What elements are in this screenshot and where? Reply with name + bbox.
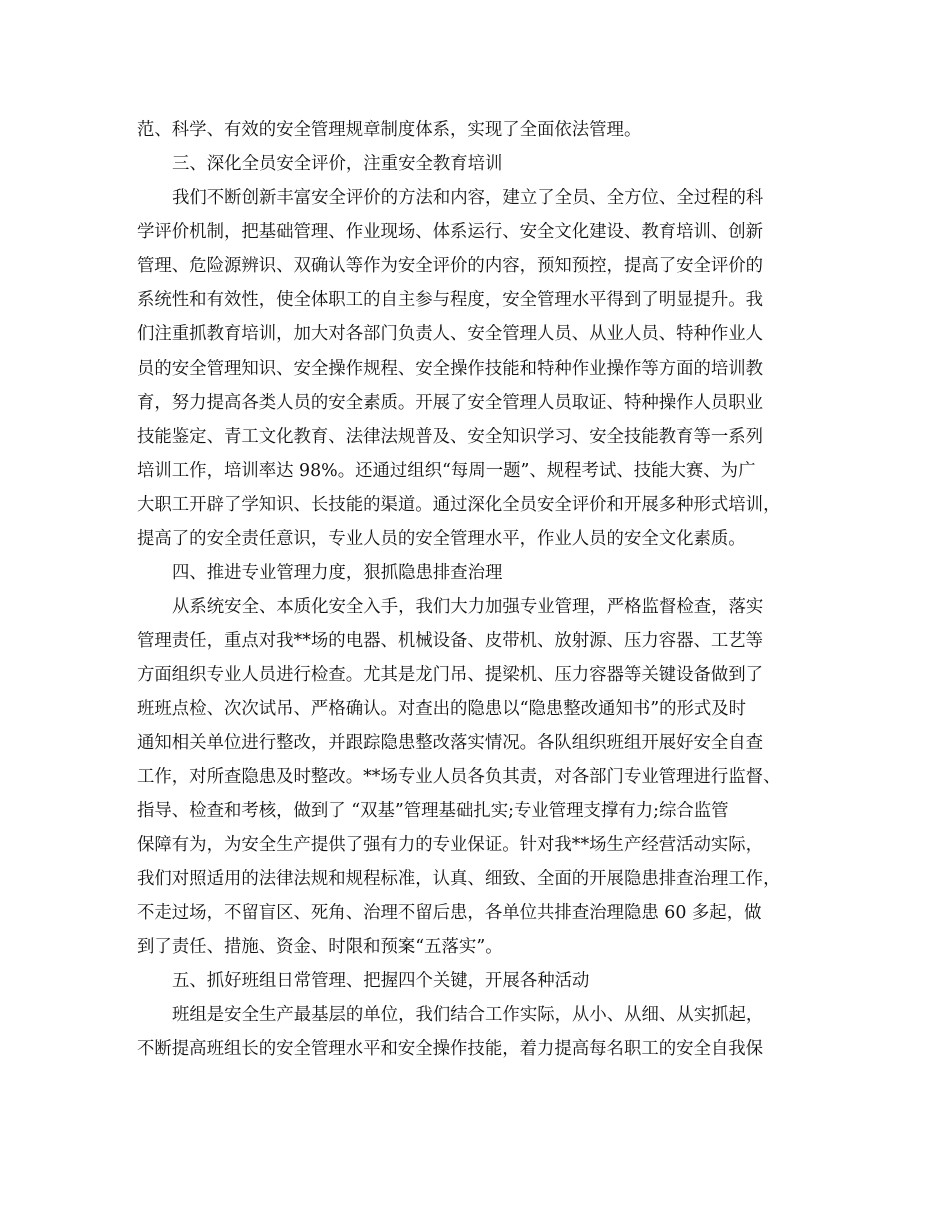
paragraph-line: 提高了的安全责任意识，专业人员的安全管理水平，作业人员的安全文化素质。 bbox=[137, 529, 746, 549]
paragraph-line: 大职工开辟了学知识、长技能的渠道。通过深化全员安全评价和开展多种形式培训， bbox=[137, 495, 781, 515]
paragraph-line: 我们不断创新丰富安全评价的方法和内容，建立了全员、全方位、全过程的科 bbox=[172, 188, 764, 208]
paragraph-line: 班班点检、次次试吊、严格确认。对查出的隐患以“隐患整改通知书”的形式及时 bbox=[137, 699, 747, 719]
paragraph-line: 保障有为，为安全生产提供了强有力的专业保证。针对我**场生产经营活动实际， bbox=[137, 835, 764, 855]
paragraph-line: 管理、危险源辨识、双确认等作为安全评价的内容，预知预控，提高了安全评价的 bbox=[137, 256, 764, 276]
paragraph-line: 员的安全管理知识、安全操作规程、安全操作技能和特种作业操作等方面的培训教 bbox=[137, 359, 764, 379]
paragraph-line: 通知相关单位进行整改，并跟踪隐患整改落实情况。各队组织班组开展好安全自查 bbox=[137, 733, 764, 753]
paragraph-line: 范、科学、有效的安全管理规章制度体系，实现了全面依法管理。 bbox=[137, 120, 642, 140]
paragraph-line: 学评价机制，把基础管理、作业现场、体系运行、安全文化建设、教育培训、创新 bbox=[137, 222, 764, 242]
paragraph-line: 培训工作，培训率达 98%。还通过组织“每周一题”、规程考试、技能大赛、为广 bbox=[137, 461, 756, 481]
paragraph-line: 方面组织专业人员进行检查。尤其是龙门吊、提梁机、压力容器等关键设备做到了 bbox=[137, 665, 764, 685]
section-heading: 五、抓好班组日常管理、把握四个关键，开展各种活动 bbox=[172, 971, 590, 991]
section-heading: 三、深化全员安全评价，注重安全教育培训 bbox=[172, 154, 503, 174]
paragraph-line: 不走过场，不留盲区、死角、治理不留后患，各单位共排查治理隐患 60 多起，做 bbox=[137, 903, 762, 923]
paragraph-line: 班组是安全生产最基层的单位，我们结合工作实际，从小、从细、从实抓起， bbox=[172, 1005, 764, 1025]
paragraph-line: 技能鉴定、青工文化教育、法律法规普及、安全知识学习、安全技能教育等一系列 bbox=[137, 427, 764, 447]
paragraph-line: 到了责任、措施、资金、时限和预案“五落实”。 bbox=[137, 937, 503, 957]
paragraph-line: 育，努力提高各类人员的安全素质。开展了安全管理人员取证、特种操作人员职业 bbox=[137, 393, 764, 413]
paragraph-line: 指导、检查和考核，做到了 “双基”管理基础扎实;专业管理支撑有力;综合监管 bbox=[137, 801, 729, 821]
paragraph-line: 工作，对所查隐患及时整改。**场专业人员各负其责，对各部门专业管理进行监督、 bbox=[137, 767, 781, 787]
paragraph-line: 系统性和有效性，使全体职工的自主参与程度，安全管理水平得到了明显提升。我 bbox=[137, 290, 764, 310]
section-heading: 四、推进专业管理力度，狠抓隐患排查治理 bbox=[172, 563, 503, 583]
paragraph-line: 管理责任，重点对我**场的电器、机械设备、皮带机、放射源、压力容器、工艺等 bbox=[137, 631, 764, 651]
paragraph-line: 不断提高班组长的安全管理水平和安全操作技能，着力提高每名职工的安全自我保 bbox=[137, 1039, 764, 1059]
paragraph-line: 我们对照适用的法律法规和规程标准，认真、细致、全面的开展隐患排查治理工作， bbox=[137, 869, 781, 889]
paragraph-line: 从系统安全、本质化安全入手，我们大力加强专业管理，严格监督检查，落实 bbox=[172, 597, 764, 617]
paragraph-line: 们注重抓教育培训，加大对各部门负责人、安全管理人员、从业人员、特种作业人 bbox=[137, 324, 764, 344]
